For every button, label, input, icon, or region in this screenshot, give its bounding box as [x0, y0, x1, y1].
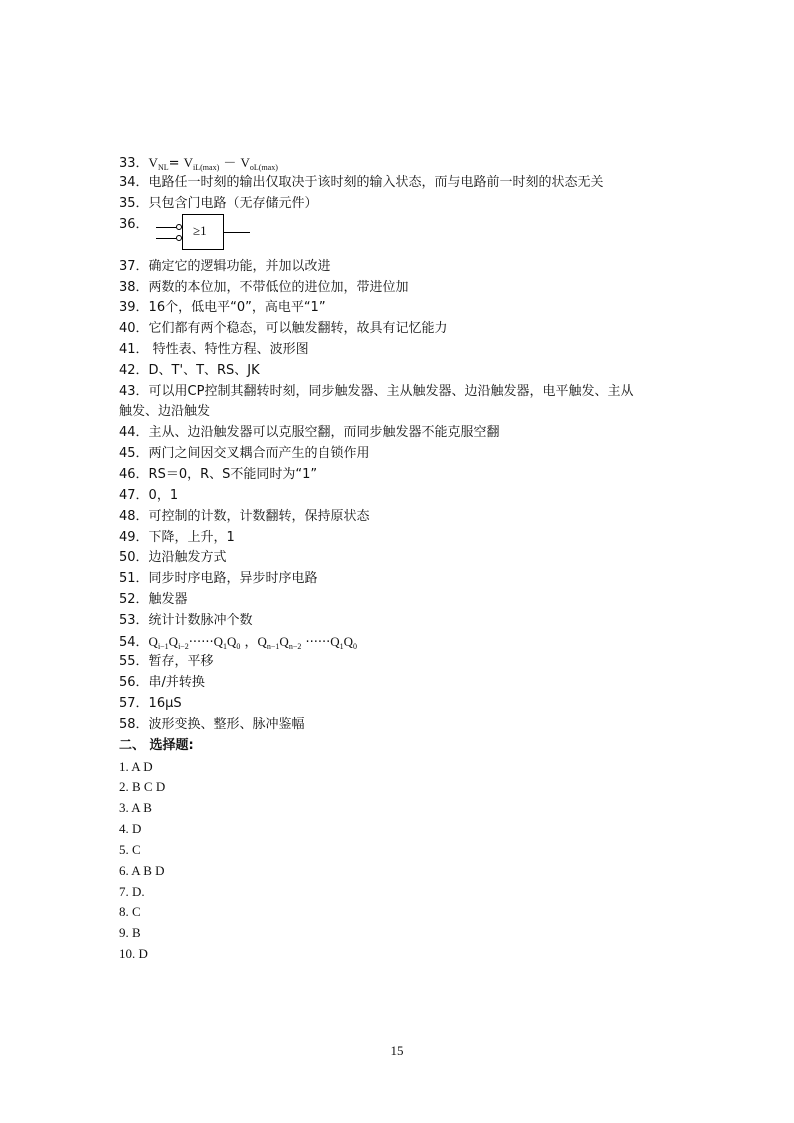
page-number: 15 [390, 1043, 404, 1058]
choice-answer-4: 4. D [119, 821, 142, 836]
answer-43-line-1: 43．可以用CP控制其翻转时刻，同步触发器、主从触发器、边沿触发器，电平触发、主从 [119, 384, 634, 399]
answer-47: 47．0，1 [119, 488, 179, 503]
answer-36-number: 36． [119, 217, 149, 232]
answer-54: 54．$Q_{i-1}Q_{i-2}\cdot\cdot\cdot\cdot\cdot\cdot Q_1Q_0$ ，$Q_{n-1}Q_{n-2} \cdot\cdot\cdot\cdot\cdot\cdot Q_1Q_0$ [119, 634, 358, 651]
answer-45: 45．两门之间因交叉耦合而产生的自锁作用 [119, 446, 370, 461]
answer-57: 57．16μS [119, 696, 182, 711]
answer-58: 58．波形变换、整形、脉冲鉴幅 [119, 717, 305, 732]
answer-39: 39．16个，低电平“0”，高电平“1” [119, 300, 326, 315]
answer-38: 38．两数的本位加，不带低位的进位加，带进位加 [119, 280, 409, 295]
answer-42: 42．D、T'、T、RS、JK [119, 363, 260, 378]
answer-40: 40．它们都有两个稳态，可以触发翻转，故具有记忆能力 [119, 321, 448, 336]
answer-34: 34．电路任一时刻的输出仅取决于该时刻的输入状态，而与电路前一时刻的状态无关 [119, 175, 604, 190]
answer-49: 49．下降，上升，1 [119, 530, 235, 545]
answer-46: 46．RS＝0，R、S不能同时为“1” [119, 467, 318, 482]
answer-44: 44．主从、边沿触发器可以克服空翻，而同步触发器不能克服空翻 [119, 425, 500, 440]
choice-answer-8: 8. C [119, 904, 141, 919]
gate-symbol: ≥1 [193, 223, 207, 238]
choice-answer-7: 7. D. [119, 884, 145, 899]
answer-53: 53．统计计数脉冲个数 [119, 613, 253, 628]
answer-41: 41． 特性表、特性方程、波形图 [119, 342, 309, 357]
gate-input-wire-1 [156, 227, 176, 228]
answer-56: 56．串/并转换 [119, 675, 205, 690]
gate-input-wire-2 [156, 238, 176, 239]
choice-answer-1: 1. A D [119, 759, 153, 774]
answer-43-line-2: 触发、边沿触发 [119, 404, 211, 419]
choice-answer-5: 5. C [119, 842, 141, 857]
choice-answer-2: 2. B C D [119, 779, 166, 794]
gate-output-wire [224, 232, 250, 233]
choice-answer-10: 10. D [119, 946, 148, 961]
answer-37: 37．确定它的逻辑功能，并加以改进 [119, 259, 331, 274]
answer-35: 35．只包含门电路（无存储元件） [119, 196, 318, 211]
answer-50: 50．边沿触发方式 [119, 550, 227, 565]
answer-55: 55．暂存，平移 [119, 654, 214, 669]
choice-answer-9: 9. B [119, 925, 141, 940]
answer-33: 33．$V_{NL}= V_{iL(max)} - V_{oL(max)}$ [119, 155, 278, 172]
answer-52: 52．触发器 [119, 592, 188, 607]
section-2-heading: 二、 选择题: [119, 738, 194, 753]
answer-48: 48．可控制的计数，计数翻转，保持原状态 [119, 509, 370, 524]
choice-answer-6: 6. A B D [119, 863, 165, 878]
answer-51: 51．同步时序电路，异步时序电路 [119, 571, 318, 586]
choice-answer-3: 3. A B [119, 800, 152, 815]
